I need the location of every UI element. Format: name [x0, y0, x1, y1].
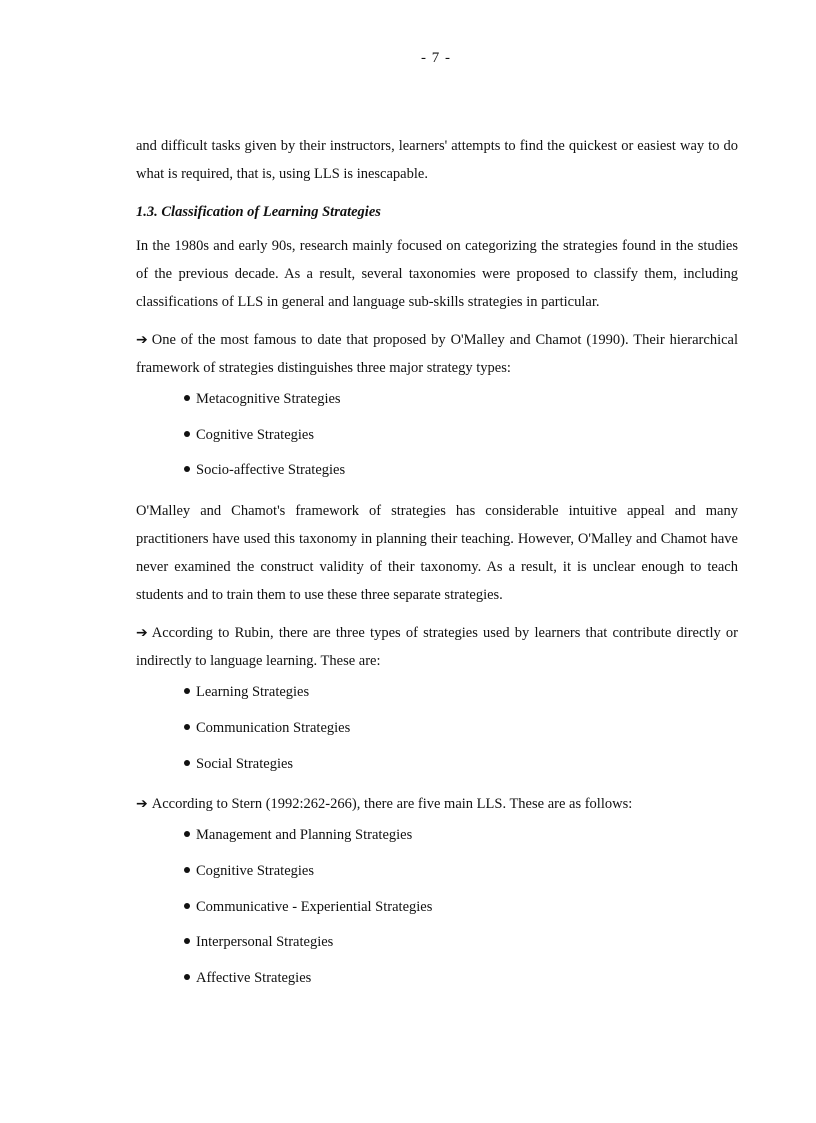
- arrow-right-icon: ➔: [136, 796, 148, 813]
- paragraph-categorization: In the 1980s and early 90s, research mainly focused on categorizing the strategies found in the studies of the previous decade. As a result, several taxonomies were proposed to classify them, including classifications of LLS in general and language sub-skills strategies in particular.: [136, 238, 738, 310]
- list-item-label: Social Strategies: [196, 755, 294, 772]
- list-item-label: Management and Planning Strategies: [196, 827, 413, 844]
- list-item-label: Communication Strategies: [196, 719, 351, 736]
- list-item-label: Cognitive Strategies: [196, 426, 314, 443]
- list-item-label: Metacognitive Strategies: [196, 391, 341, 407]
- bullet-icon: [184, 466, 190, 472]
- rubin-intro-text: According to Rubin, there are three types of strategies used by learners that contribute directly or indirectly to language learning. These are:: [136, 625, 738, 670]
- paragraph-framework-critique: O'Malley and Chamot's framework of strategies has considerable intuitive appeal and many practitioners have used this taxonomy in planning their teaching. However, O'Malley and Chamot have never examined the construct validity of their taxonomy. As a result, it is unclear enough to teach students and to train them to use these three separate strategies.: [136, 503, 738, 604]
- omalley-intro: [136, 326, 738, 382]
- arrow-right-icon: ➔: [136, 625, 148, 642]
- bullet-icon: [184, 974, 190, 980]
- bullet-icon: [184, 395, 190, 401]
- bullet-icon: [184, 724, 190, 730]
- bullet-icon: [184, 760, 190, 766]
- bullet-icon: [184, 867, 190, 873]
- list-item: [184, 747, 738, 783]
- bullet-icon: [184, 431, 190, 437]
- list-item: [184, 925, 738, 961]
- bullet-icon: [184, 903, 190, 909]
- list-item: [184, 675, 738, 711]
- list-item-label: Affective Strategies: [196, 970, 312, 987]
- omalley-strategy-list: [136, 382, 738, 489]
- rubin-strategy-list: [136, 675, 738, 782]
- stern-intro: [136, 790, 738, 818]
- stern-intro-text: According to Stern (1992:262-266), there are five main LLS. These are as follows:: [151, 796, 633, 813]
- list-item-label: Communicative - Experiential Strategies: [196, 898, 433, 915]
- list-item: [184, 890, 738, 926]
- list-item: [184, 453, 738, 489]
- bullet-icon: [184, 688, 190, 694]
- list-item: [184, 818, 738, 854]
- intro-paragraph: and difficult tasks given by their instructors, learners' attempts to find the quickest or easiest way to do what is required, that is, using LLS is inescapable.: [136, 138, 738, 182]
- omalley-intro-text: One of the most famous to date that proposed by O'Malley and Chamot (1990). Their hierarchical framework of strategies distinguishes three major strategy types:: [136, 332, 738, 376]
- bullet-icon: [184, 938, 190, 944]
- list-item-label: Learning Strategies: [196, 684, 310, 701]
- page-content: [136, 132, 738, 1005]
- list-item-label: Interpersonal Strategies: [196, 934, 334, 951]
- rubin-intro: [136, 619, 738, 675]
- list-item: [184, 854, 738, 890]
- list-item: [184, 382, 738, 418]
- list-item: [184, 711, 738, 747]
- stern-strategy-list: [136, 818, 738, 997]
- list-item: [184, 961, 738, 997]
- section-heading: 1.3. Classification of Learning Strategies: [136, 204, 381, 220]
- arrow-right-icon: ➔: [136, 332, 148, 348]
- list-item-label: Socio-affective Strategies: [196, 462, 346, 479]
- list-item: [184, 418, 738, 454]
- page-number: - 7 -: [421, 50, 451, 66]
- bullet-icon: [184, 831, 190, 837]
- list-item-label: Cognitive Strategies: [196, 862, 314, 879]
